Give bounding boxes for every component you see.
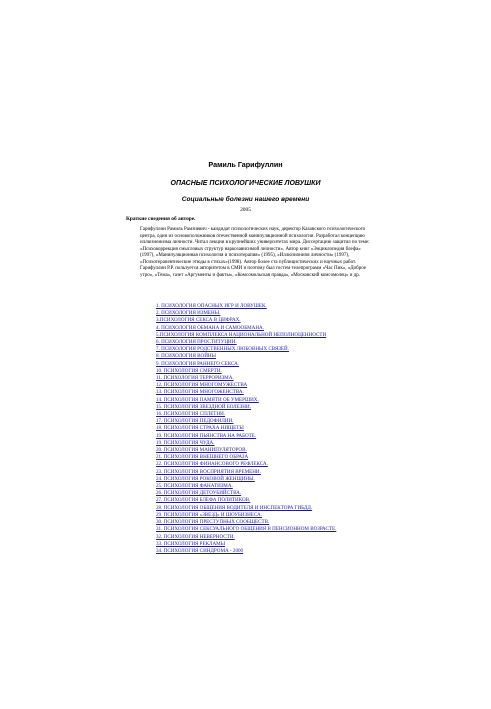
- about-author-heading: Краткие сведения об авторе.: [126, 216, 196, 222]
- toc-link[interactable]: 24. ПСИХОЛОГИЯ РОКОВОЙ ЖЕНЩИНЫ.: [156, 475, 255, 482]
- toc-link[interactable]: 6. ПСИХОЛОГИЯ ПРОСТИТУЦИИ.: [156, 339, 237, 346]
- toc-item: [156, 325, 396, 332]
- toc-link[interactable]: 26. ПСИХОЛОГИЯ ДЕТОУБИЙСТВА.: [156, 490, 242, 497]
- toc-link[interactable]: 21. ПСИХОЛОГИЯ ВНЕШНЕГО ОБРАЗА: [156, 454, 249, 461]
- toc-link[interactable]: 16. ПСИХОЛОГИЯ СПЛЕТНИ.: [156, 411, 226, 418]
- toc-link[interactable]: 4. ПСИХОЛОГИЯ ОБМАНА И САМООБМАНА.: [156, 324, 264, 331]
- toc-link[interactable]: 33. ПСИХОЛОГИЯ РЕКЛАМЫ: [156, 540, 226, 547]
- toc-item: [156, 541, 396, 548]
- toc-link[interactable]: 25. ПСИХОЛОГИЯ ФАНАТИЗМА.: [156, 483, 233, 490]
- toc-link[interactable]: 27. ПСИХОЛОГИЯ БЛЕФА ПОЛИТИКОВ.: [156, 497, 251, 504]
- toc-link[interactable]: 8. ПСИХОЛОГИЯ ВОЙНЫ: [156, 353, 216, 360]
- toc-link[interactable]: 12. ПСИХОЛОГИЯ МНОГОМУЖЕСТВА: [156, 382, 248, 389]
- toc-item: [156, 361, 396, 368]
- toc-link[interactable]: 10. ПСИХОЛОГИЯ СМЕРТИ.: [156, 367, 222, 374]
- toc-link[interactable]: 28. ПСИХОЛОГИЯ ОБЩЕНИЯ ВОДИТЕЛЯ И ИНСПЕКТОРА ГИБДД.: [156, 504, 313, 511]
- toc-item: [156, 375, 396, 382]
- toc-link[interactable]: 20. ПСИХОЛОГИЯ МАНИПУЛЯТОРОВ.: [156, 447, 247, 454]
- about-author-text: Гарифуллин Рамиль Рамзиевич - кандидат психологических наук, директор Казанского психологического центра, один из основоположников отечественной манипуляционной психологии. Разработал концепцию иллюзионизма личности. Читал лекции в крупнейших университетах мира. Диссертацию защитил по теме: «Психокоррекция смысловых структур наркозависимой личности». Автор книг «Энциклопедия блефа» (1997), «Манипуляционная психология и психотерапия» (1995), «Иллюзионизм личности» (1997), «Психотерапевтические этюды в стихах»(1998). Автор более ста публицистических и научных работ. Гарифуллин Р.Р. пользуется авторитетом в СМИ и поэтому был гостем телепрограмм «Час Пик», «Доброе утро», «Тема», газет «Аргументы и факты», «Комсомольская правда», «Московский комсомолец» и др.: [140, 227, 370, 278]
- toc-item: [156, 519, 396, 526]
- toc-link[interactable]: 2. ПСИХОЛОГИЯ ИЗМЕНЫ.: [156, 310, 221, 317]
- toc-item: [156, 490, 396, 497]
- toc-item: [156, 397, 396, 404]
- toc-item: [156, 411, 396, 418]
- toc-link[interactable]: 23. ПСИХОЛОГИЯ ВОСПРИЯТИЯ ВРЕМЕНИ.: [156, 468, 261, 475]
- toc-item: [156, 303, 396, 310]
- toc-link[interactable]: 14. ПСИХОЛОГИЯ ПАМЯТИ ОБ УМЕРШИХ.: [156, 396, 259, 403]
- toc-item: [156, 418, 396, 425]
- toc-link[interactable]: 19. ПСИХОЛОГИЯ ЧУДА.: [156, 439, 215, 446]
- toc-item: [156, 332, 396, 339]
- toc-item: [156, 404, 396, 411]
- toc-item: [156, 526, 396, 533]
- toc-link[interactable]: 15. ПСИХОЛОГИЯ ЗВЕЗДНОЙ БОЛЕЗНИ.: [156, 403, 251, 410]
- toc-link[interactable]: 19. ПСИХОЛОГИЯ ПЬЯНСТВА НА РАБОТЕ.: [156, 432, 257, 439]
- toc-link[interactable]: 13. ПСИХОЛОГИЯ МНОГОЖЕНСТВА.: [156, 389, 244, 396]
- toc-item: [156, 505, 396, 512]
- toc-link[interactable]: 32. ПСИХОЛОГИЯ НЕВЕРНОСТИ.: [156, 533, 235, 540]
- toc-link[interactable]: 11. ПСИХОЛОГИЯ ТЕРРОРИЗМА.: [156, 375, 234, 382]
- toc-link[interactable]: 1. ПСИХОЛОГИЯ ОПАСНЫХ ИГР И ЛОВУШЕК.: [156, 303, 267, 309]
- toc-link[interactable]: 31. ПСИХОЛОГИЯ СЕКСУАЛЬНОГО ОБЩЕНИЯ В ПЕНСИОННОМ ВОЗРАСТЕ.: [156, 526, 337, 533]
- toc-item: [156, 440, 396, 447]
- author-name: Рамиль Гарифуллин: [208, 160, 283, 169]
- toc-link[interactable]: 22. ПСИХОЛОГИЯ ФИНАНСОВОГО РЕФЛЕКСА.: [156, 461, 268, 468]
- toc-item: [156, 534, 396, 541]
- toc-link[interactable]: 29. ПСИХОЛОГИЯ «ЗВЕЗД» И ШОУБИЗНЕСА.: [156, 511, 263, 518]
- toc-item: [156, 461, 396, 468]
- toc-link[interactable]: 18. ПСИХОЛОГИЯ СТРАХА НИЩЕТЫ: [156, 425, 244, 432]
- toc-item: [156, 476, 396, 483]
- toc-link[interactable]: 30. ПСИХОЛОГИЯ ПРЕСТУПНЫХ СООБЩЕСТВ.: [156, 519, 270, 526]
- toc-item: [156, 353, 396, 360]
- toc-item: [156, 454, 396, 461]
- toc-item: [156, 497, 396, 504]
- publication-year: 2005: [240, 207, 251, 213]
- toc-item: [156, 512, 396, 519]
- toc-item: [156, 389, 396, 396]
- table-of-contents: [156, 303, 396, 555]
- document-subtitle: Социальные болезни нашего времени: [181, 196, 310, 203]
- toc-link[interactable]: 34. ПСИХОЛОГИЯ СИНДРОМА - 2000: [156, 547, 244, 554]
- toc-link[interactable]: 9. ПСИХОЛОГИЯ РАННЕГО СЕКСА.: [156, 360, 240, 367]
- toc-item: [156, 382, 396, 389]
- toc-item: [156, 425, 396, 432]
- toc-item: [156, 317, 396, 324]
- toc-item: [156, 548, 396, 555]
- toc-item: [156, 469, 396, 476]
- toc-link[interactable]: 5.ПСИХОЛОГИЯ КОМПЛЕКСА НАЦИОНАЛЬНОЙ НЕПОЛНОЦЕННОСТИ: [156, 331, 327, 338]
- toc-item: [156, 368, 396, 375]
- toc-link[interactable]: 17. ПСИХОЛОГИЯ ПЕДОФИЛИИ.: [156, 418, 234, 425]
- toc-link[interactable]: 3.ПСИХОЛОГИЯ СЕКСА В ЦИФРАХ.: [156, 317, 241, 324]
- toc-item: [156, 447, 396, 454]
- toc-link[interactable]: 7. ПСИХОЛОГИЯ РОДСТВЕННЫХ ЛЮБОВНЫХ СВЯЗЕЙ.: [156, 346, 289, 353]
- toc-item: [156, 310, 396, 317]
- toc-item: [156, 433, 396, 440]
- document-title: ОПАСНЫЕ ПСИХОЛОГИЧЕСКИЕ ЛОВУШКИ: [170, 180, 321, 187]
